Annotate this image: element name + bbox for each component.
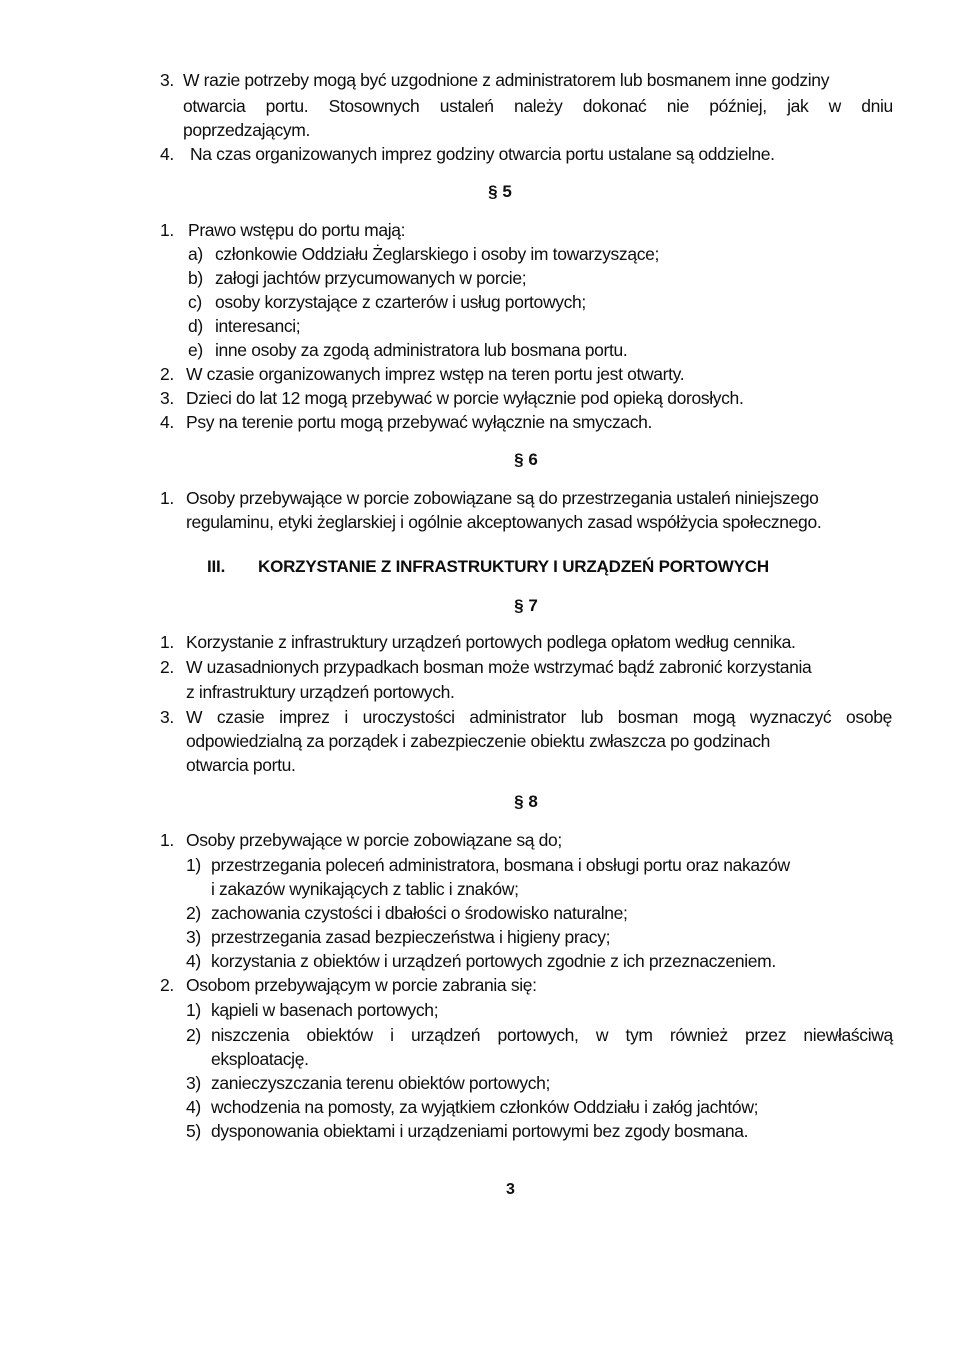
sec5-p2-num: 2.	[160, 364, 174, 384]
sec6-p1-line-2: regulaminu, etyki żeglarskiej i ogólnie akceptowanych zasad współżycia społecznego.	[186, 512, 822, 532]
word: nie	[666, 96, 689, 116]
sec8-p2-item-4-label: 4)	[186, 1097, 201, 1117]
sec7-p2-num: 2.	[160, 657, 174, 677]
sec7-p3-line-1	[186, 705, 892, 729]
word: urządzeń	[410, 1025, 481, 1045]
word: mogą	[692, 707, 736, 727]
sec5-p3-num: 3.	[160, 388, 174, 408]
sec7-p2-line-2: z infrastruktury urządzeń portowych.	[186, 682, 455, 702]
sec7-p3-num: 3.	[160, 707, 174, 727]
page-number: 3	[506, 1181, 515, 1198]
word: również	[669, 1025, 728, 1045]
sec8-p2-text: Osobom przebywającym w porcie zabrania się:	[186, 975, 537, 995]
sec8-p1-item-1-line-2: i zakazów wynikających z tablic i znaków;	[211, 879, 519, 899]
sec5-p1-num: 1.	[160, 220, 174, 240]
word: otwarcia	[183, 96, 246, 116]
word: wyznaczyć	[749, 707, 832, 727]
word: i	[390, 1025, 394, 1045]
word: imprez	[279, 707, 330, 727]
sec5-item-c-label: c)	[188, 292, 202, 312]
sec8-p2-item-1-label: 1)	[186, 1000, 201, 1020]
sec5-p2-text: W czasie organizowanych imprez wstęp na teren portu jest otwarty.	[186, 364, 685, 384]
word: obiektów	[306, 1025, 373, 1045]
sec6-p1-line-1: Osoby przebywające w porcie zobowiązane są do przestrzegania ustaleń niniejszego	[186, 488, 819, 508]
sec8-p2-item-5-label: 5)	[186, 1121, 201, 1141]
section-5-title: § 5	[488, 182, 512, 201]
word: czasie	[216, 707, 265, 727]
sec8-p1-item-1-label: 1)	[186, 855, 201, 875]
sec5-item-a-text: członkowie Oddziału Żeglarskiego i osoby im towarzyszące;	[215, 244, 659, 264]
sec8-p1-item-3-text: przestrzegania zasad bezpieczeństwa i higieny pracy;	[211, 927, 611, 947]
sec5-p3-text: Dzieci do lat 12 mogą przebywać w porcie wyłącznie pod opieką dorosłych.	[186, 388, 744, 408]
sec8-p1-item-1-line-1: przestrzegania poleceń administratora, bosmana i obsługi portu oraz nakazów	[211, 855, 790, 875]
sec7-p3-line-3: otwarcia portu.	[186, 755, 296, 775]
word: później,	[709, 96, 767, 116]
sec8-p2-item-5-text: dysponowania obiektami i urządzeniami portowymi bez zgody bosmana.	[211, 1121, 749, 1141]
sec8-p1-item-2-label: 2)	[186, 903, 201, 923]
sec5-item-a-label: a)	[188, 244, 203, 264]
chapter-3-title: KORZYSTANIE Z INFRASTRUKTURY I URZĄDZEŃ PORTOWYCH	[258, 557, 769, 576]
word: administrator	[469, 707, 567, 727]
item-3-line-1: W razie potrzeby mogą być uzgodnione z administratorem lub bosmanem inne godziny	[183, 70, 830, 90]
sec8-p2-item-2-line-1	[211, 1023, 893, 1047]
sec7-p2-line-1: W uzasadnionych przypadkach bosman może wstrzymać bądź zabronić korzystania	[186, 657, 812, 677]
sec6-p1-num: 1.	[160, 488, 174, 508]
sec8-p1-item-4-label: 4)	[186, 951, 201, 971]
word: lub	[580, 707, 604, 727]
word: bosman	[617, 707, 678, 727]
sec8-p1-item-4-text: korzystania z obiektów i urządzeń portowych zgodnie z ich przeznaczeniem.	[211, 951, 776, 971]
item-4-num: 4.	[160, 144, 174, 164]
sec8-p2-num: 2.	[160, 975, 174, 995]
sec5-item-e-label: e)	[188, 340, 203, 360]
sec5-item-d-label: d)	[188, 316, 203, 336]
word: ustaleń	[439, 96, 494, 116]
sec5-item-c-text: osoby korzystające z czarterów i usług portowych;	[215, 292, 586, 312]
sec5-p4-text: Psy na terenie portu mogą przebywać wyłącznie na smyczach.	[186, 412, 653, 432]
sec8-p2-item-4-text: wchodzenia na pomosty, za wyjątkiem członków Oddziału i załóg jachtów;	[211, 1097, 759, 1117]
item-3-line-3: poprzedzającym.	[183, 120, 311, 140]
sec7-p1-num: 1.	[160, 632, 174, 652]
section-6-title: § 6	[514, 450, 538, 469]
word: Stosownych	[328, 96, 420, 116]
word: dokonać	[582, 96, 647, 116]
sec8-p1-text: Osoby przebywające w porcie zobowiązane są do;	[186, 830, 562, 850]
word: niszczenia	[211, 1025, 290, 1045]
word: osobę	[846, 707, 892, 727]
sec8-p1-item-3-label: 3)	[186, 927, 201, 947]
sec8-p2-item-2-line-2: eksploatację.	[211, 1049, 309, 1069]
word: jak	[787, 96, 809, 116]
sec8-p1-num: 1.	[160, 830, 174, 850]
sec8-p1-item-2-text: zachowania czystości i dbałości o środowisko naturalne;	[211, 903, 628, 923]
word: tym	[625, 1025, 653, 1045]
chapter-3-num: III.	[207, 557, 226, 576]
section-7-title: § 7	[514, 596, 538, 615]
sec8-p2-item-2-label: 2)	[186, 1025, 201, 1045]
sec7-p3-line-2: odpowiedzialną za porządek i zabezpieczenie obiektu zwłaszcza po godzinach	[186, 731, 771, 751]
word: należy	[513, 96, 563, 116]
word: przez	[745, 1025, 787, 1045]
sec7-p1-text: Korzystanie z infrastruktury urządzeń portowych podlega opłatom według cennika.	[186, 632, 796, 652]
word: dniu	[861, 96, 893, 116]
word: w	[828, 96, 841, 116]
word: portu.	[265, 96, 309, 116]
sec8-p2-item-1-text: kąpieli w basenach portowych;	[211, 1000, 439, 1020]
word: W	[186, 707, 203, 727]
sec5-p4-num: 4.	[160, 412, 174, 432]
word: portowych,	[497, 1025, 579, 1045]
sec5-item-e-text: inne osoby za zgodą administratora lub bosmana portu.	[215, 340, 628, 360]
section-8-title: § 8	[514, 792, 538, 811]
sec8-p2-item-3-text: zanieczyszczania terenu obiektów portowych;	[211, 1073, 551, 1093]
sec5-item-d-text: interesanci;	[215, 316, 301, 336]
sec5-item-b-text: załogi jachtów przycumowanych w porcie;	[215, 268, 527, 288]
sec8-p2-item-3-label: 3)	[186, 1073, 201, 1093]
item-4-text: Na czas organizowanych imprez godziny otwarcia portu ustalane są oddzielne.	[190, 144, 775, 164]
word: uroczystości	[362, 707, 455, 727]
item-3-num: 3.	[160, 70, 174, 90]
sec5-item-b-label: b)	[188, 268, 203, 288]
word: i	[344, 707, 348, 727]
word: niewłaściwą	[803, 1025, 893, 1045]
sec5-p1-text: Prawo wstępu do portu mają:	[188, 220, 406, 240]
item-3-line-2	[183, 94, 893, 118]
word: w	[595, 1025, 609, 1045]
